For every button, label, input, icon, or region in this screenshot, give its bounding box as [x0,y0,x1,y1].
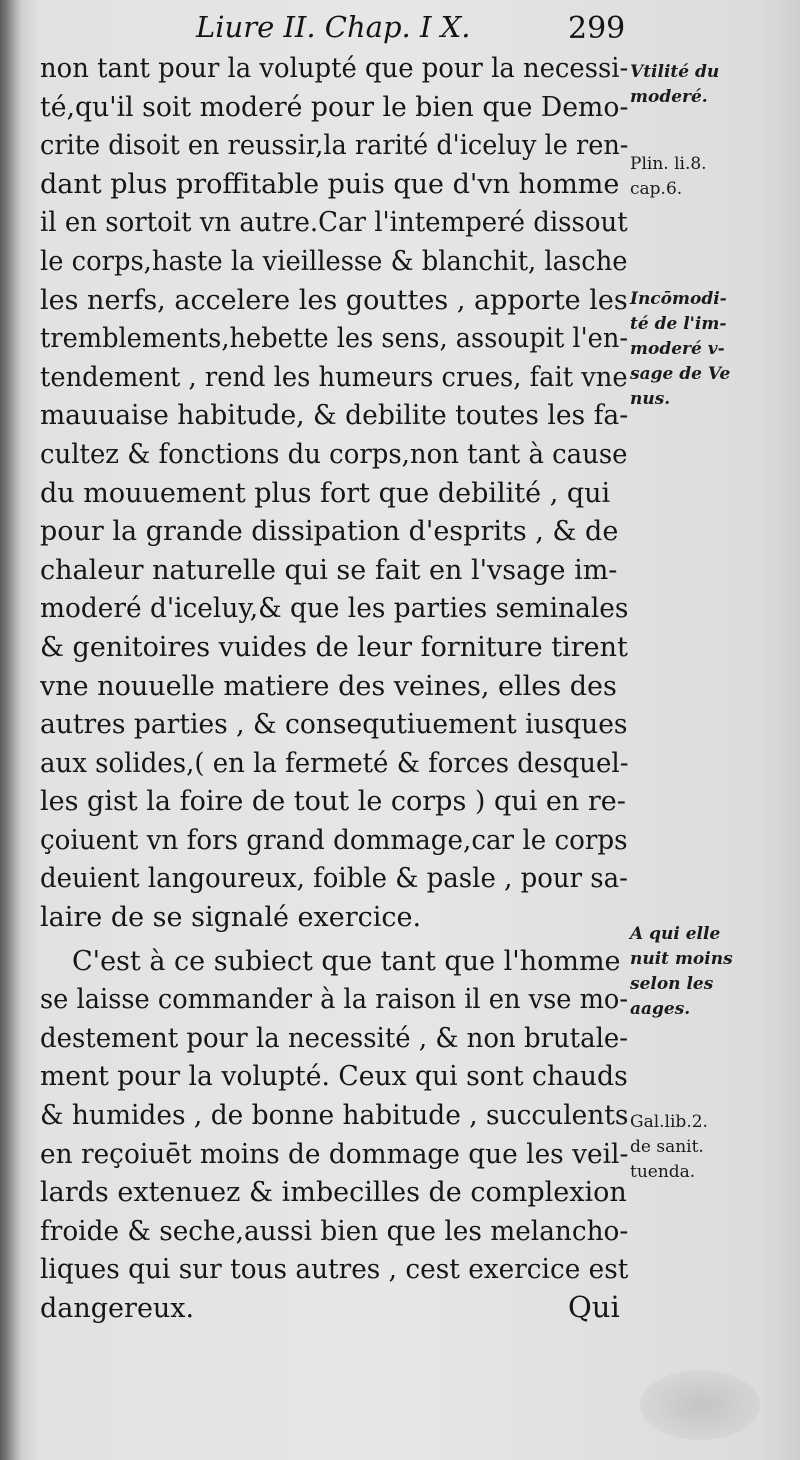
margin-note-utility [630,60,798,110]
text-line: dant plus proffitable puis que d'vn homme [40,168,620,200]
text-line: laire de se signalé exercice. [40,902,422,934]
body-text [40,50,630,1329]
margin-note-line: moderé. [630,87,708,107]
text-line: pour la grande dissipation d'esprits , & de [40,516,619,548]
margin-note-galen-citation [630,1110,798,1185]
text-line: C'est à ce subiect que tant que l'homme [72,945,621,977]
text-line: lards extenuez & imbecilles de complexion [40,1177,627,1209]
catchword: Qui [568,1290,620,1324]
text-line: autres parties , & consequtiuement iusques [40,709,628,741]
margin-note-line: té de l'im- [630,314,727,334]
margin-note-line: nuit moins [630,949,733,969]
text-line: & humides , de bonne habitude , succulents [40,1100,629,1132]
text-line: tremblements,hebette les sens, assoupit l'en- [40,323,629,355]
margin-note-line: aages. [630,999,691,1019]
text-line: du mouuement plus fort que debilité , qui [40,477,611,509]
text-line: vne nouuelle matiere des veines, elles des [40,670,617,702]
margin-note-line: tuenda. [630,1162,696,1182]
margin-note-line: Incōmodi- [630,289,727,309]
margin-note-line: de sanit. [630,1137,704,1157]
text-line: ment pour la volupté. Ceux qui sont chauds [40,1061,628,1093]
margin-note-line: selon les [630,974,714,994]
text-line: dangereux. [40,1293,195,1324]
text-line: çoiuent vn fors grand dommage,car le corps [40,824,628,856]
margin-note-incommodity [630,287,798,412]
text-line: les gist la foire de tout le corps ) qui en re- [40,786,626,818]
text-line: moderé d'iceluy,& que les parties seminales [40,593,629,625]
text-line: & genitoires vuides de leur forniture tirent [40,631,628,663]
text-line: non tant pour la volupté que pour la necessi- [40,53,629,84]
text-line: chaleur naturelle qui se fait en l'vsage im- [40,554,618,586]
running-title: Liure II. Chap. I X. [196,10,471,44]
page-number: 299 [568,11,626,46]
spine-shadow [0,0,22,1460]
margin-note-line: Plin. li.8. [630,154,707,174]
paper-stain [640,1370,760,1440]
text-line: liques qui sur tous autres , cest exercice est [40,1254,629,1286]
text-line: cultez & fonctions du corps,non tant à cause [40,438,628,470]
text-line: destement pour la necessité , & non brutale- [40,1022,628,1054]
text-line: té,qu'il soit moderé pour le bien que Demo- [40,91,629,123]
text-line: mauuaise habitude, & debilite toutes les fa- [40,400,629,432]
text-line: aux solides,( en la fermeté & forces desquel- [40,747,629,779]
text-line: il en sortoit vn autre.Car l'intemperé dissout [40,207,628,239]
margin-note-pliny-citation [630,152,798,202]
text-line: froide & seche,aussi bien que les melancho- [40,1215,629,1247]
text-line: le corps,haste la vieillesse & blanchit, lasche [40,245,628,277]
margin-note-line: cap.6. [630,179,683,199]
margin-note-ages [630,922,798,1022]
text-line: les nerfs, accelere les gouttes , apporte les [40,284,628,316]
margin-note-line: sage de Ve [630,364,731,384]
margin-note-line: nus. [630,389,671,409]
text-line: tendement , rend les humeurs crues, fait vne [40,361,628,393]
margin-note-line: A qui elle [630,924,721,944]
text-line: deuient langoureux, foible & pasle , pour sa- [40,863,628,895]
margin-note-line: Vtilité du [630,62,720,82]
text-line: en reçoiuēt moins de dommage que les veil- [40,1138,629,1170]
margin-note-line: moderé v- [630,339,725,359]
text-line: se laisse commander à la raison il en vse mo- [40,984,629,1016]
margin-note-line: Gal.lib.2. [630,1112,708,1132]
text-line: crite disoit en reussir,la rarité d'iceluy le ren- [40,130,629,162]
